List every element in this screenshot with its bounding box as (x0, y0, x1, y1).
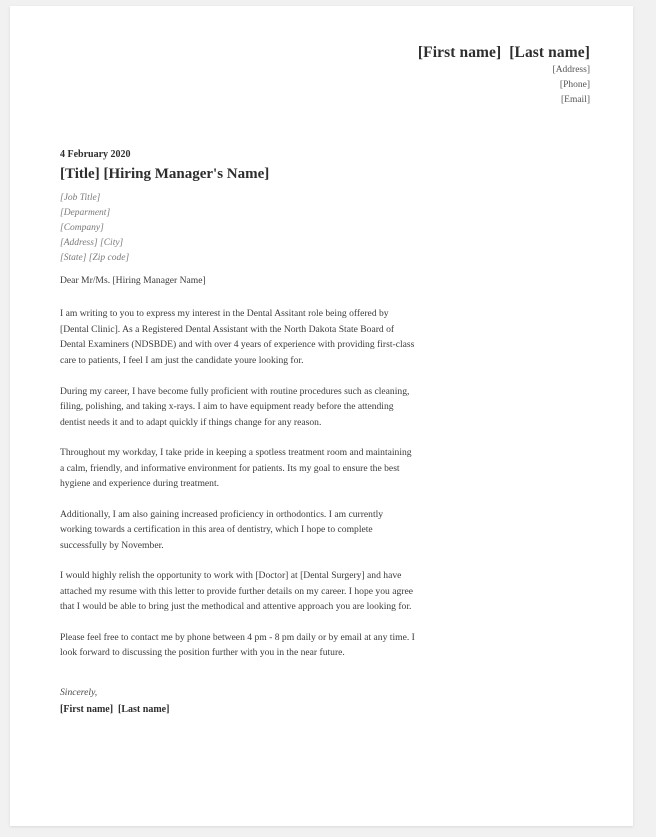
body-paragraph-5: I would highly relish the opportunity to work with [Doctor] at [Dental Surgery] and have attached my resume with this letter to provide further details on my career. I hope you agree that I would be able to bring just the methodical and attentive approach you are looking for. (60, 570, 413, 613)
recipient-company: [Company] (60, 223, 104, 233)
sender-address: [Address] (552, 64, 590, 75)
body-paragraph-3: Throughout my workday, I take pride in keeping a spotless treatment room and maintaining a calm, friendly, and informative environment for patients. Its my goal to ensure the best hygiene and experience during treatment. (60, 447, 412, 490)
body-paragraph-1: I am writing to you to express my interest in the Dental Assitant role being offered by [Dental Clinic]. As a Registered Dental Assistant with the North Dakota State Board of Dental Examiners (NDSBDE) and with over 4 years of experience with providing first-class care to patients, I feel I am just the candidate youre looking for. (60, 308, 415, 366)
document-sheet (10, 6, 633, 826)
letter-body (60, 274, 415, 661)
body-paragraph-2: During my career, I have become fully proficient with routine procedures such as cleaning, filing, polishing, and taking x-rays. I aim to have equipment ready before the attending dentist needs it and to adapt quickly if things change for any reason. (60, 385, 410, 428)
sender-email: [Email] (560, 95, 590, 106)
recipient-title: [Title] [Hiring Manager's Name] (60, 166, 270, 182)
document-page (10, 6, 633, 826)
recipient-department: [Deparment] (60, 208, 111, 218)
closing-phrase: Sincerely, (60, 687, 98, 698)
recipient-address-block (60, 191, 129, 266)
sender-name: [First name] [Last name] (417, 44, 590, 61)
letter-date: 4 February 2020 (60, 149, 131, 160)
body-paragraph-4: Additionally, I am also gaining increased proficiency in orthodontics. I am currently working towards a certification in this area of dentistry, which I hope to complete successfully by November. (60, 508, 384, 551)
signature-name: [First name] [Last name] (60, 704, 170, 715)
salutation: Dear Mr/Ms. [Hiring Manager Name] (60, 275, 206, 286)
recipient-address-city: [Address] [City] (60, 238, 124, 248)
body-paragraph-6: Please feel free to contact me by phone between 4 pm - 8 pm daily or by email at any time. I look forward to discussing the position further with you in the near future. (60, 631, 415, 659)
recipient-state-zip: [State] [Zip code] (60, 253, 130, 263)
sender-header (170, 44, 590, 109)
recipient-job-title: [Job Title] (60, 193, 101, 203)
sender-phone: [Phone] (559, 79, 590, 90)
